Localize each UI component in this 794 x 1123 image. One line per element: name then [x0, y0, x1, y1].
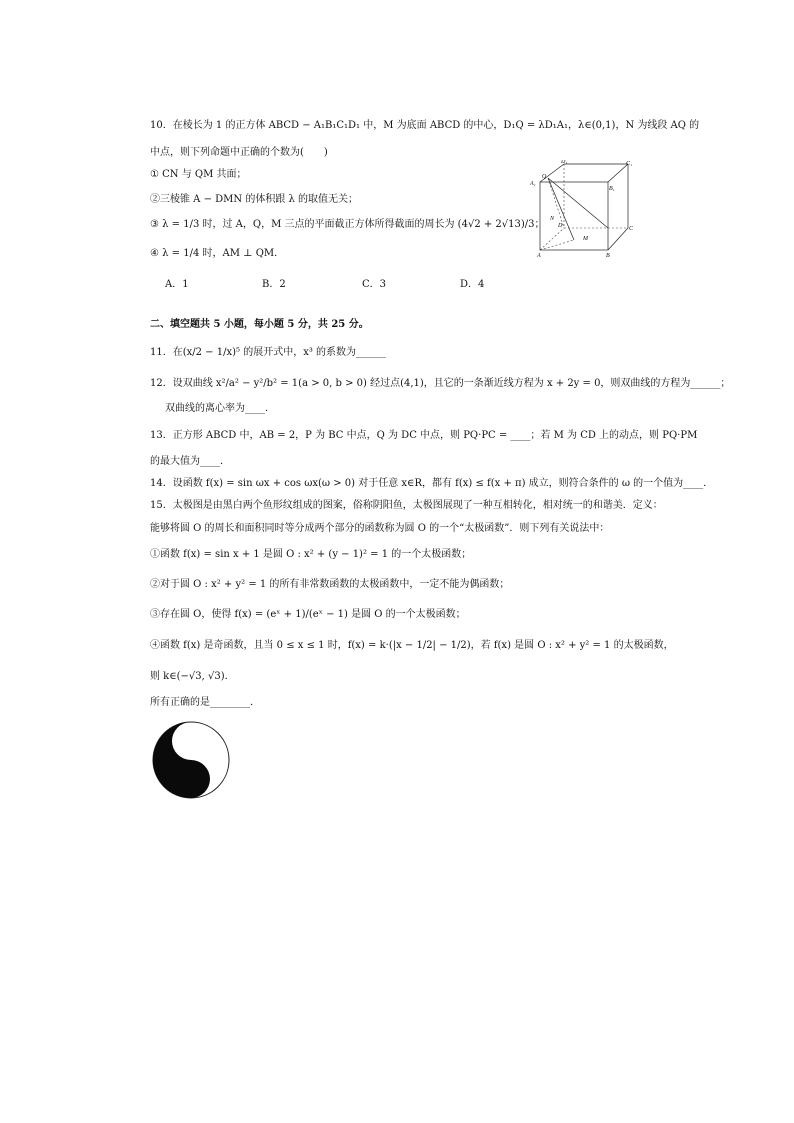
- q10-statement-2: ②三棱锥 A − DMN 的体积跟 λ 的取值无关；: [150, 194, 359, 205]
- q11: 11．在(x/2 − 1/x)⁵ 的展开式中，x³ 的系数为______: [150, 347, 387, 358]
- q13-line1: 13．正方形 ABCD 中，AB = 2，P 为 BC 中点，Q 为 DC 中点，则 PQ·PC = ____；若 M 为 CD 上的动点，则 PQ·PM: [150, 430, 698, 441]
- q10-statement-3: ③ λ = 1/3 时，过 A，Q，M 三点的平面截正方体所得截面的周长为 (4√2 + 2√13)/3；: [150, 219, 545, 230]
- q14: 14．设函数 f(x) = sin ωx + cos ωx(ω > 0) 对于任意 x∈R，都有 f(x) ≤ f(x + π) 成立，则符合条件的 ω 的一个值为____．: [150, 478, 714, 489]
- label-a1: A₁: [530, 181, 536, 187]
- label-n: N: [550, 216, 555, 222]
- q15-statement-2: ②对于圆 O : x² + y² = 1 的所有非常数函数的太极函数中，一定不能为偶函数；: [150, 579, 510, 590]
- q15-statement-4: ④函数 f(x) 是奇函数，且当 0 ≤ x ≤ 1 时，f(x) = k·(|x − 1/2| − 1/2)，若 f(x) 是圆 O : x² + y² = 1 的太极函数，: [150, 640, 674, 651]
- q10-statement-1: ① CN 与 QM 共面；: [150, 169, 247, 180]
- q15-statement-4-cont: 则 k∈(−√3, √3)．: [150, 671, 235, 682]
- label-b1: B₁: [609, 186, 615, 192]
- q12-line1: 12．设双曲线 x²/a² − y²/b² = 1(a > 0, b > 0) 经过点(4,1)，且它的一条渐近线方程为 x + 2y = 0，则双曲线的方程为______；: [150, 378, 731, 389]
- label-q: Q: [542, 174, 547, 180]
- section-heading: 二、填空题共 5 小题，每小题 5 分，共 25 分。: [150, 319, 369, 330]
- q10-line1: 10．在棱长为 1 的正方体 ABCD − A₁B₁C₁D₁ 中，M 为底面 ABCD 的中心，D₁Q = λD₁A₁，λ∈(0,1)，N 为线段 AQ 的: [150, 120, 700, 131]
- label-d: D: [558, 223, 563, 229]
- q15-statement-3: ③存在圆 O，使得 f(x) = (eˣ + 1)/(eˣ − 1) 是圆 O 的一个太极函数；: [150, 609, 466, 620]
- q10-line2: 中点，则下列命题中正确的个数为( ): [150, 147, 328, 158]
- q15-answer-prompt: 所有正确的是________．: [150, 697, 260, 708]
- label-a: A: [537, 253, 541, 259]
- taiji-figure: [151, 720, 231, 800]
- choice-d: D．4: [460, 279, 485, 290]
- q15-line1: 15．太极图是由黑白两个鱼形纹组成的图案，俗称阴阳鱼，太极图展现了一种互相转化，相对统一的和谐美．定义：: [150, 500, 663, 511]
- label-c: C: [629, 226, 634, 232]
- cube-figure: [528, 160, 638, 260]
- q10-statement-4: ④ λ = 1/4 时，AM ⊥ QM．: [150, 248, 285, 259]
- q15-statement-1: ①函数 f(x) = sin x + 1 是圆 O : x² + (y − 1)² = 1 的一个太极函数；: [150, 549, 472, 560]
- choice-c: C．3: [362, 279, 387, 290]
- q13-line2: 的最大值为____．: [150, 456, 230, 467]
- q12-line2: 双曲线的离心率为____．: [165, 403, 275, 414]
- label-m: M: [583, 236, 588, 242]
- label-b: B: [606, 253, 610, 259]
- label-d1: D₁: [561, 160, 568, 165]
- choice-b: B．2: [262, 279, 286, 290]
- label-c1: C₁: [626, 161, 633, 167]
- q15-line2: 能够将圆 O 的周长和面积同时等分成两个部分的函数称为圆 O 的一个“太极函数”．则下列有关说法中：: [150, 523, 610, 534]
- choice-a: A．1: [165, 279, 189, 290]
